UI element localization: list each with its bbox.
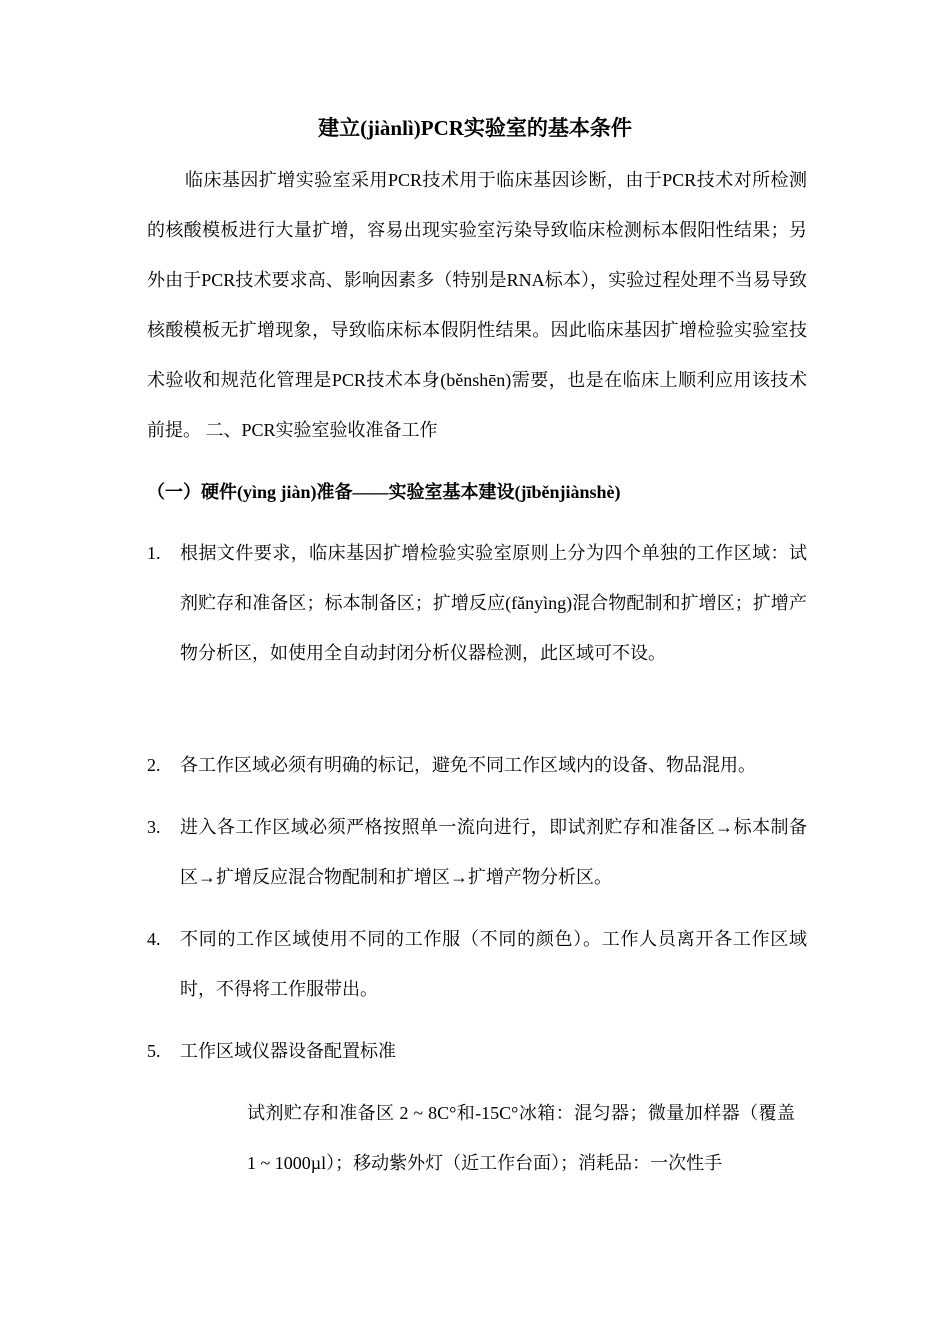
list-item [147, 802, 807, 902]
list-item [147, 528, 807, 678]
list-item [147, 914, 807, 1014]
document-title: 建立(jiànlì)PCR实验室的基本条件 [318, 116, 632, 140]
list-item-text: 进入各工作区域必须严格按照单一流向进行，即试剂贮存和准备区→标本制备区→扩增反应混合物配制和扩增区→扩增产物分析区。 [180, 817, 807, 887]
list-item-text: 根据文件要求，临床基因扩增检验实验室原则上分为四个单独的工作区域：试剂贮存和准备区；标本制备区；扩增反应(fǎnyìng)混合物配制和扩增区；扩增产物分析区，如使用全自动封闭分析仪器检测，此区域可不设。 [180, 543, 807, 663]
list-item-text: 各工作区域必须有明确的标记，避免不同工作区域内的设备、物品混用。 [180, 755, 756, 775]
list-item [147, 1026, 807, 1076]
list-item [147, 740, 807, 790]
list-item-number: 2. [147, 755, 161, 775]
list-item-number: 3. [147, 817, 161, 837]
list-item-number: 4. [147, 929, 161, 949]
list-item-number: 5. [147, 1041, 161, 1061]
list-item-number: 1. [147, 543, 161, 563]
list-item-text: 不同的工作区域使用不同的工作服（不同的颜色）。工作人员离开各工作区域时，不得将工作服带出。 [180, 929, 807, 999]
section-heading: （一）硬件(yìng jiàn)准备——实验室基本建设(jīběnjiànshè) [147, 482, 621, 502]
list-item-text: 工作区域仪器设备配置标准 [180, 1041, 396, 1061]
equipment-paragraph: 试剂贮存和准备区 2 ~ 8C°和-15C°冰箱：混匀器；微量加样器（覆盖 1 ~ 1000µl）；移动紫外灯（近工作台面）；消耗品：一次性手 [247, 1103, 795, 1173]
intro-paragraph: 临床基因扩增实验室采用PCR技术用于临床基因诊断，由于PCR技术对所检测的核酸模板进行大量扩增，容易出现实验室污染导致临床检测标本假阳性结果；另外由于PCR技术要求高、影响因素多（特别是RNA标本），实验过程处理不当易导致核酸模板无扩增现象，导致临床标本假阴性结果。因此临床基因扩增检验实验室技术验收和规范化管理是PCR技术本身(běnshēn)需要，也是在临床上顺利应用该技术前提。 二、PCR实验室验收准备工作 [147, 170, 807, 440]
